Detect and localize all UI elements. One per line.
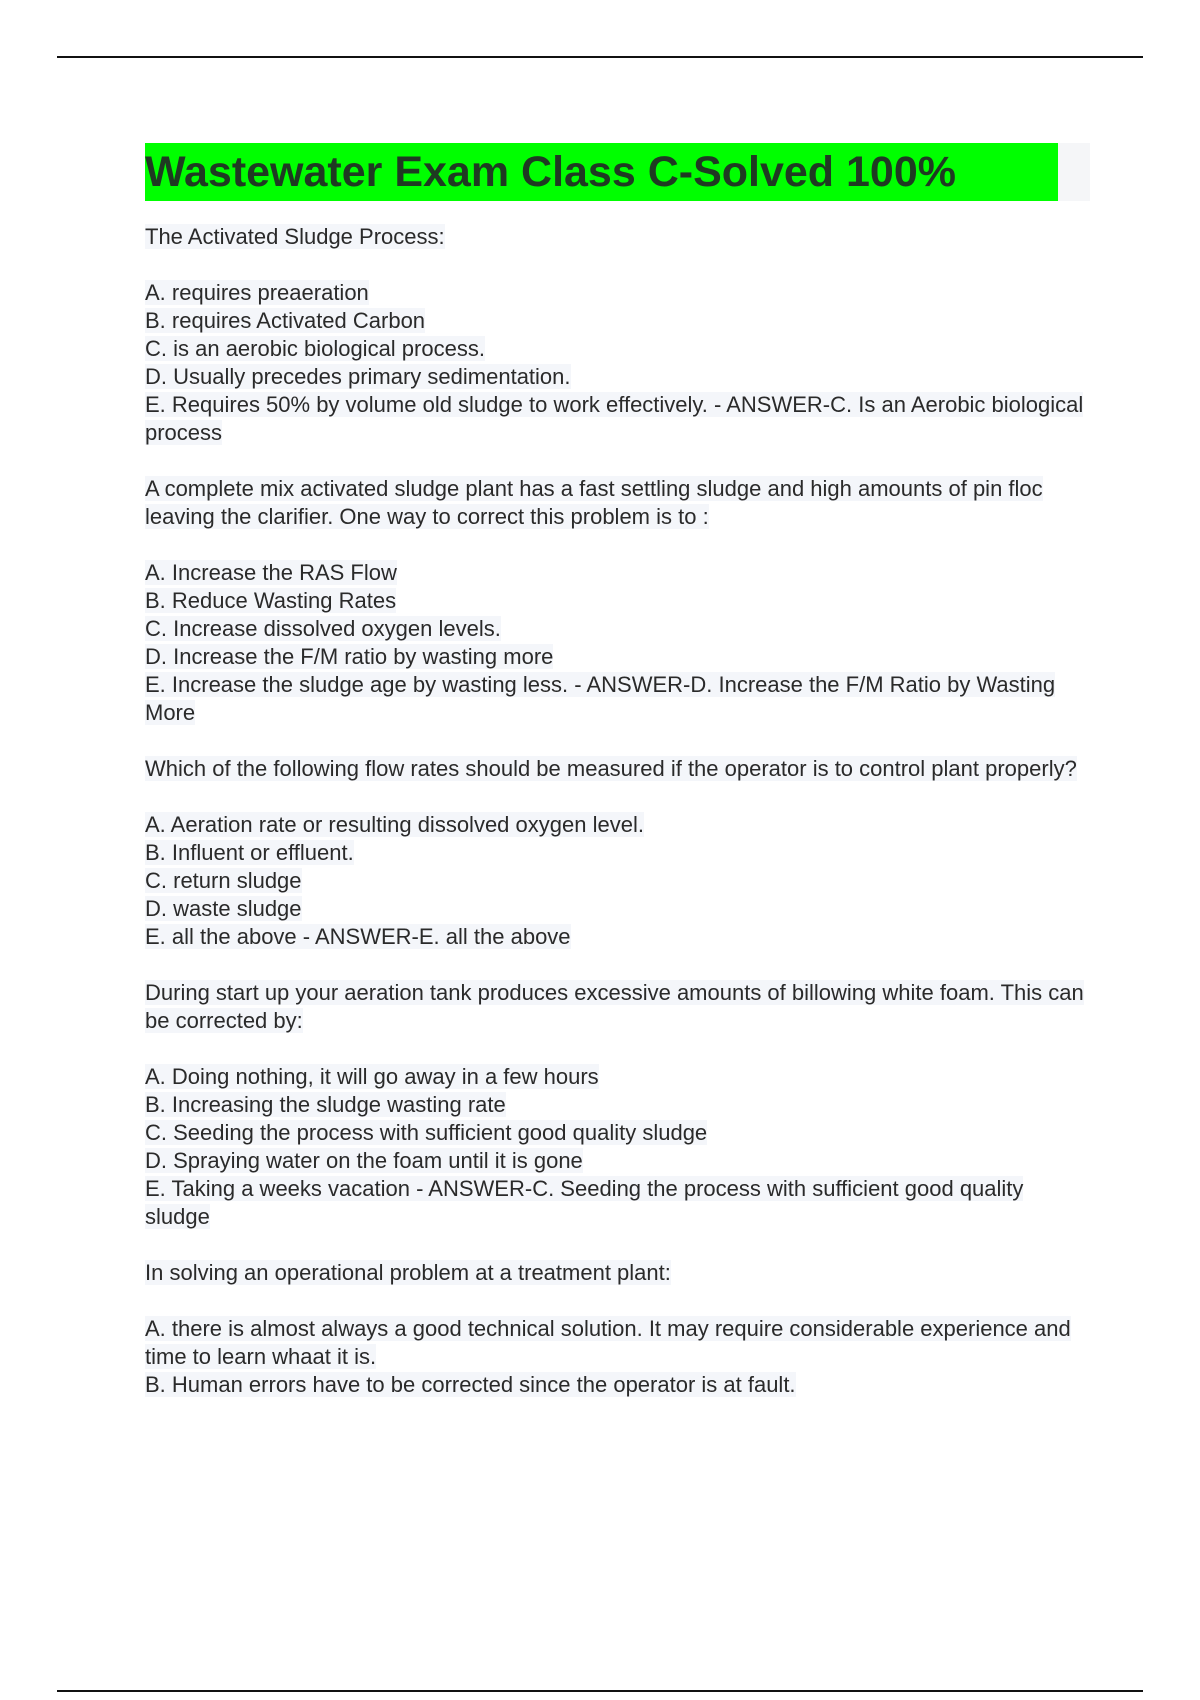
option-item bbox=[145, 643, 1090, 671]
option-text: E. Taking a weeks vacation - ANSWER-C. Seeding the process with sufficient good quality sludge bbox=[145, 1176, 1024, 1229]
option-text: D. Spraying water on the foam until it is gone bbox=[145, 1148, 583, 1173]
option-item bbox=[145, 1315, 1090, 1371]
option-text: A. there is almost always a good technical solution. It may require considerable experience and time to learn whaat it is. bbox=[145, 1316, 1071, 1369]
option-item bbox=[145, 811, 1090, 839]
option-text: B. Reduce Wasting Rates bbox=[145, 588, 397, 613]
option-text: C. Increase dissolved oxygen levels. bbox=[145, 616, 501, 641]
option-text: E. Increase the sludge age by wasting less. - ANSWER-D. Increase the F/M Ratio by Wasting More bbox=[145, 672, 1056, 725]
top-divider bbox=[57, 56, 1143, 58]
option-text: E. all the above - ANSWER-E. all the above bbox=[145, 924, 571, 949]
option-item bbox=[145, 1091, 1090, 1119]
document-body bbox=[145, 143, 1090, 1427]
option-text: D. Usually precedes primary sedimentation. bbox=[145, 364, 571, 389]
bottom-divider bbox=[57, 1690, 1143, 1692]
option-item-with-answer bbox=[145, 923, 1090, 951]
question-text: The Activated Sludge Process: bbox=[145, 224, 445, 249]
question-text: In solving an operational problem at a treatment plant: bbox=[145, 1260, 671, 1285]
option-item bbox=[145, 363, 1090, 391]
option-text: D. Increase the F/M ratio by wasting more bbox=[145, 644, 554, 669]
option-item-with-answer bbox=[145, 1175, 1090, 1231]
option-text: B. requires Activated Carbon bbox=[145, 308, 426, 333]
option-text: E. Requires 50% by volume old sludge to work effectively. - ANSWER-C. Is an Aerobic biological process bbox=[145, 392, 1084, 445]
question-text: A complete mix activated sludge plant has a fast settling sludge and high amounts of pin floc leaving the clarifier. One way to correct this problem is to : bbox=[145, 476, 1043, 529]
option-item bbox=[145, 279, 1090, 307]
option-item-with-answer bbox=[145, 391, 1090, 447]
option-item bbox=[145, 559, 1090, 587]
option-text: B. Increasing the sludge wasting rate bbox=[145, 1092, 506, 1117]
option-text: B. Influent or effluent. bbox=[145, 840, 354, 865]
option-text: A. Increase the RAS Flow bbox=[145, 560, 397, 585]
option-list bbox=[145, 559, 1090, 727]
option-item bbox=[145, 867, 1090, 895]
option-text: B. Human errors have to be corrected since the operator is at fault. bbox=[145, 1372, 796, 1397]
option-text: C. return sludge bbox=[145, 868, 302, 893]
question-text: Which of the following flow rates should be measured if the operator is to control plant properly? bbox=[145, 756, 1077, 781]
option-text: A. Doing nothing, it will go away in a few hours bbox=[145, 1064, 599, 1089]
title-block bbox=[145, 143, 1090, 201]
option-text: C. Seeding the process with sufficient good quality sludge bbox=[145, 1120, 708, 1145]
option-item bbox=[145, 895, 1090, 923]
question-text: During start up your aeration tank produces excessive amounts of billowing white foam. This can be corrected by: bbox=[145, 980, 1084, 1033]
question-prompt bbox=[145, 755, 1090, 783]
option-text: D. waste sludge bbox=[145, 896, 302, 921]
option-item bbox=[145, 335, 1090, 363]
option-text: C. is an aerobic biological process. bbox=[145, 336, 485, 361]
option-item bbox=[145, 307, 1090, 335]
option-list bbox=[145, 279, 1090, 447]
option-item bbox=[145, 839, 1090, 867]
option-list bbox=[145, 1063, 1090, 1231]
option-item bbox=[145, 1147, 1090, 1175]
document-title: Wastewater Exam Class C-Solved 100% bbox=[145, 143, 1058, 201]
option-list bbox=[145, 811, 1090, 951]
option-text: A. Aeration rate or resulting dissolved oxygen level. bbox=[145, 812, 644, 837]
option-list bbox=[145, 1315, 1090, 1399]
question-prompt bbox=[145, 475, 1090, 531]
option-item bbox=[145, 1119, 1090, 1147]
question-prompt bbox=[145, 979, 1090, 1035]
option-item-with-answer bbox=[145, 671, 1090, 727]
option-item bbox=[145, 615, 1090, 643]
option-item bbox=[145, 1371, 1090, 1399]
question-prompt bbox=[145, 1259, 1090, 1287]
option-text: A. requires preaeration bbox=[145, 280, 369, 305]
question-prompt bbox=[145, 223, 1090, 251]
option-item bbox=[145, 587, 1090, 615]
option-item bbox=[145, 1063, 1090, 1091]
